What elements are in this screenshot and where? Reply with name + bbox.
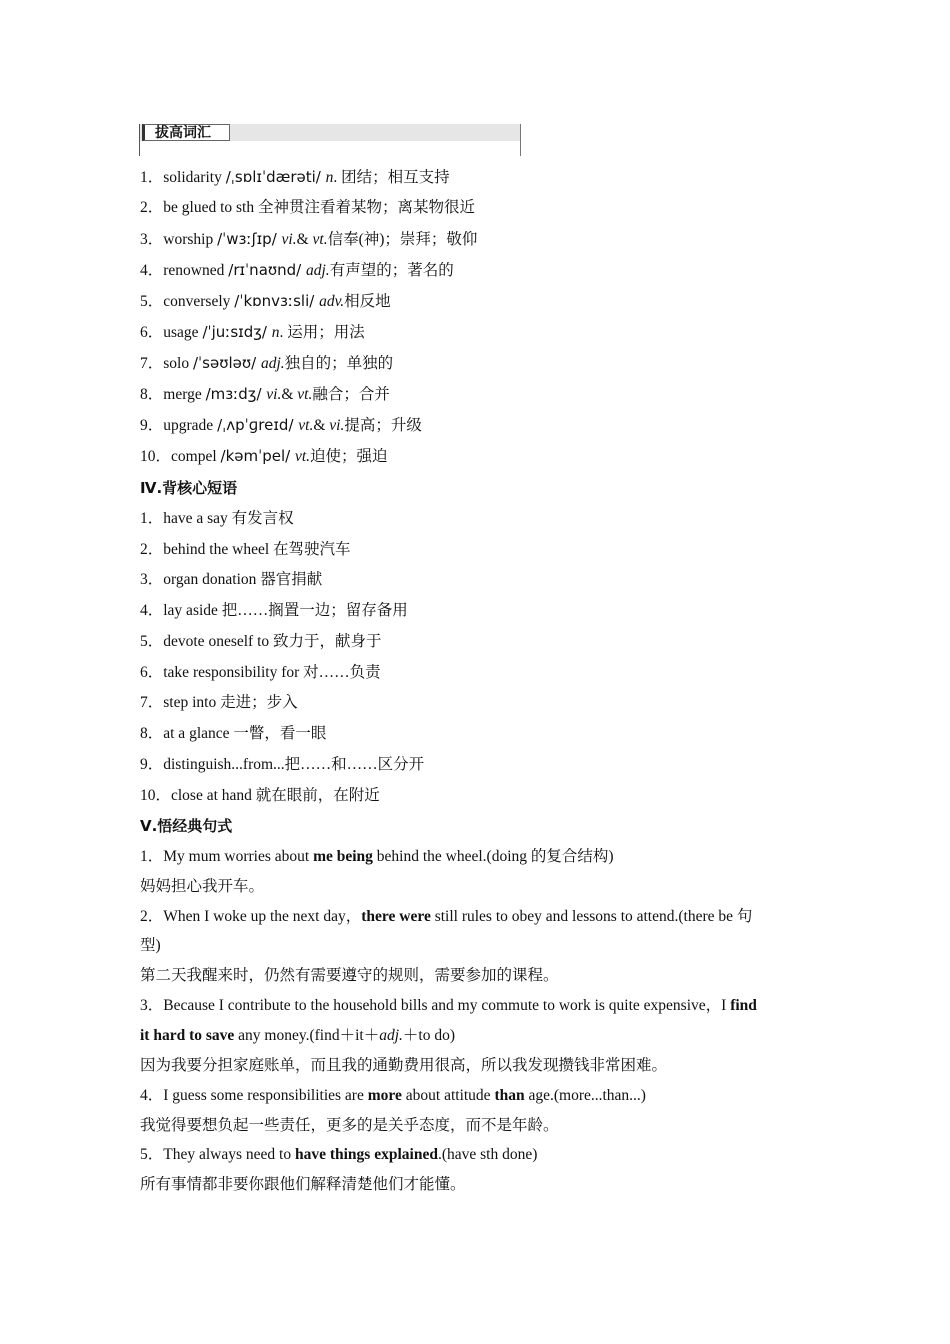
section-title-sentences: Ⅴ.悟经典句式 xyxy=(140,817,233,835)
sentence-en: 5．They always need to have things explained.(have sth done) xyxy=(140,1146,538,1163)
sentence-cn: 我觉得要想负起一些责任，更多的是关乎态度，而不是年龄。 xyxy=(140,1117,559,1134)
phrase-item: 8．at a glance 一瞥，看一眼 xyxy=(140,725,327,742)
phrase-item: 2．behind the wheel 在驾驶汽车 xyxy=(140,541,351,558)
phrase-item: 1．have a say 有发言权 xyxy=(140,510,294,527)
sentence-en: 2．When I woke up the next day，there were still rules to obey and lessons to attend.(there be 句 xyxy=(140,908,753,925)
sentence-cn: 所有事情都非要你跟他们解释清楚他们才能懂。 xyxy=(140,1176,466,1193)
vocab-item: 4．renowned /rɪˈnaʊnd/ adj.有声望的；著名的 xyxy=(140,261,454,279)
vocab-item: 9．upgrade /ˌʌpˈɡreɪd/ vt.& vi.提高；升级 xyxy=(140,416,422,434)
vocab-item: 1．solidarity /ˌsɒlɪˈdærəti/ n. 团结；相互支持 xyxy=(140,168,450,186)
sentence-en-cont: it hard to save any money.(find＋it＋adj.＋to do) xyxy=(140,1027,456,1044)
vocab-item: 7．solo /ˈsəʊləʊ/ adj.独自的；单独的 xyxy=(140,354,394,372)
vocab-item: 2．be glued to sth 全神贯注看着某物；离某物很近 xyxy=(140,199,475,216)
sentence-cn: 第二天我醒来时，仍然有需要遵守的规则，需要参加的课程。 xyxy=(140,967,559,984)
phrase-item: 3．organ donation 器官捐献 xyxy=(140,571,323,588)
sentence-en: 1．My mum worries about me being behind the wheel.(doing 的复合结构) xyxy=(140,848,614,865)
phrase-item: 6．take responsibility for 对……负责 xyxy=(140,664,381,681)
vocab-item: 5．conversely /ˈkɒnvɜːsli/ adv.相反地 xyxy=(140,292,391,310)
phrase-item: 7．step into 走进；步入 xyxy=(140,694,298,711)
phrase-item: 5．devote oneself to 致力于，献身于 xyxy=(140,633,382,650)
section-heading: 拔高词汇 xyxy=(142,124,230,141)
section-header-box xyxy=(139,124,521,156)
phrase-item: 9．distinguish...from...把……和……区分开 xyxy=(140,756,425,773)
sentence-en: 3．Because I contribute to the household bills and my commute to work is quite expensive，I find xyxy=(140,997,757,1014)
phrase-item: 10．close at hand 就在眼前，在附近 xyxy=(140,787,380,804)
vocab-item: 10．compel /kəmˈpel/ vt.迫使；强迫 xyxy=(140,447,388,465)
phrase-item: 4．lay aside 把……搁置一边；留存备用 xyxy=(140,602,408,619)
vocab-item: 6．usage /ˈjuːsɪdʒ/ n. 运用；用法 xyxy=(140,323,365,341)
sentence-en-cont: 型) xyxy=(140,937,161,954)
sentence-cn: 因为我要分担家庭账单，而且我的通勤费用很高，所以我发现攒钱非常困难。 xyxy=(140,1057,668,1074)
section-title-phrases: Ⅳ.背核心短语 xyxy=(140,479,238,497)
vocab-item: 3．worship /ˈwɜːʃɪp/ vi.& vt.信奉(神)；崇拜；敬仰 xyxy=(140,230,478,248)
sentence-en: 4．I guess some responsibilities are more about attitude than age.(more...than...) xyxy=(140,1087,646,1104)
vocab-item: 8．merge /mɜːdʒ/ vi.& vt.融合；合并 xyxy=(140,385,390,403)
sentence-cn: 妈妈担心我开车。 xyxy=(140,878,265,895)
